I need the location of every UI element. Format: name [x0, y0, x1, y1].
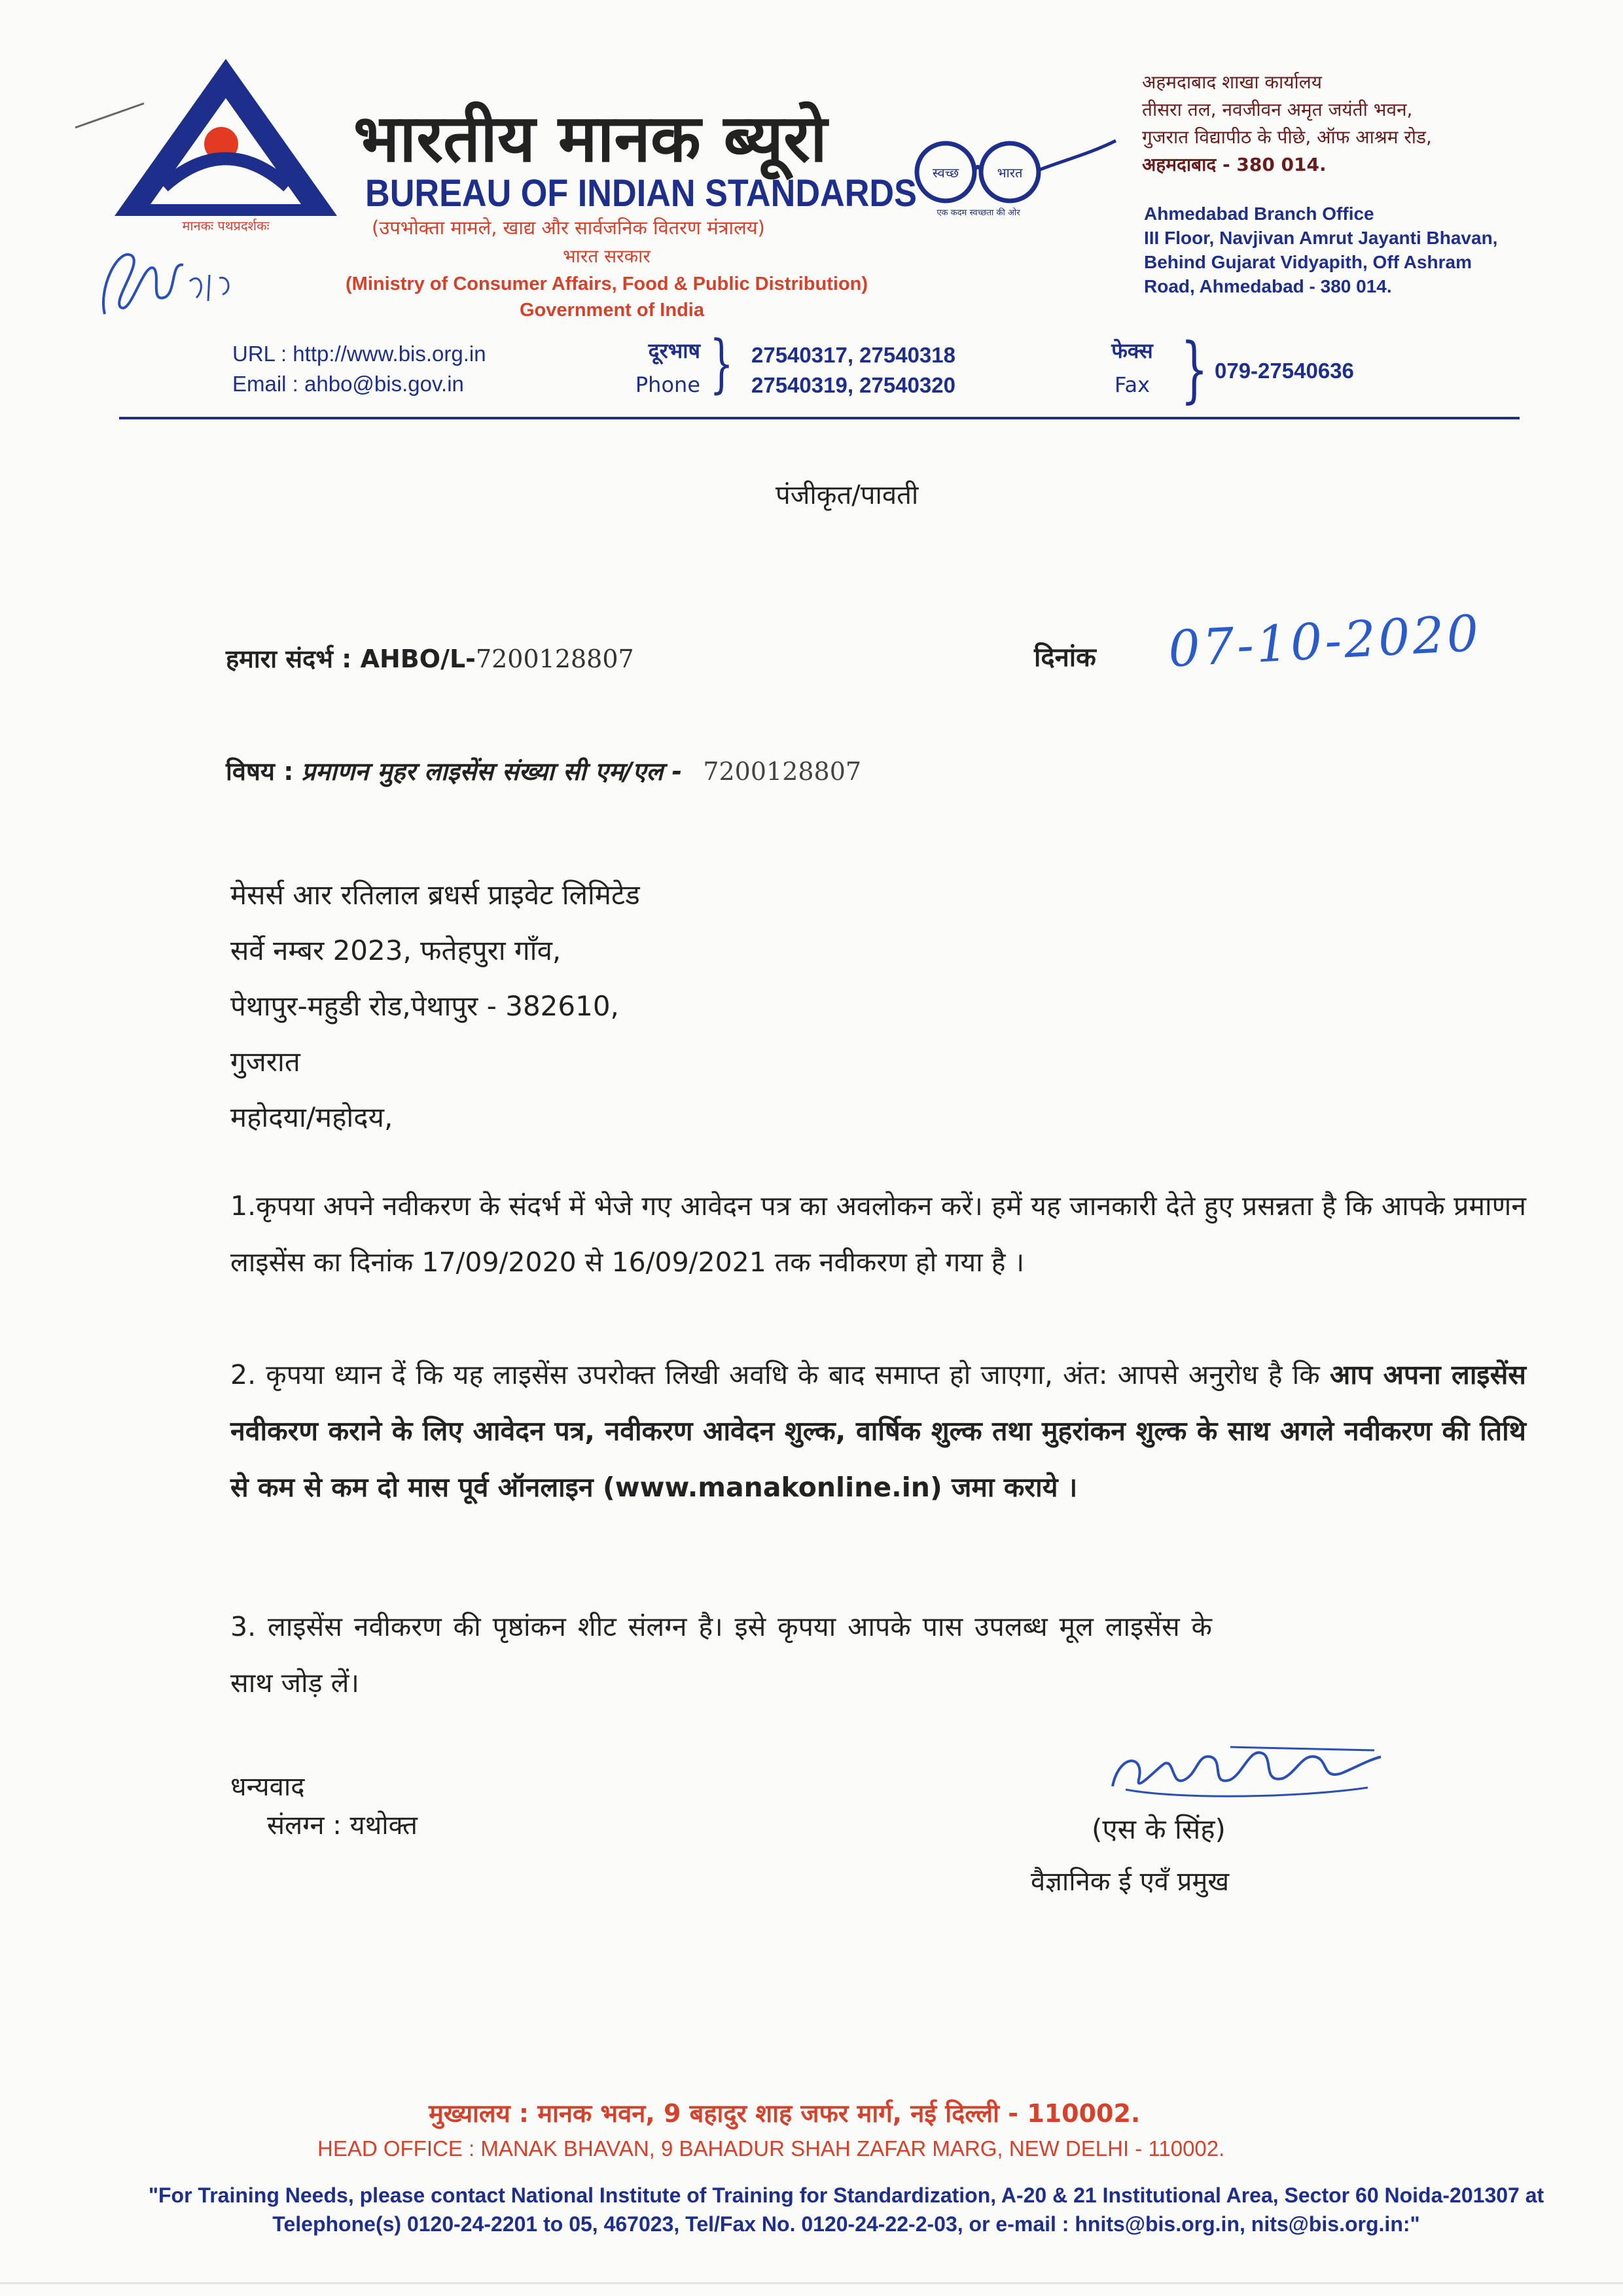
- handwritten-date: 07-10-2020: [1166, 603, 1483, 679]
- date-label: दिनांक: [1034, 643, 1096, 673]
- paragraph-3: 3. लाइसेंस नवीकरण की पृष्ठांकन शीट संलग्न है। इसे कृपया आपके पास उपलब्ध मूल लाइसेंस के साथ जोड़ लें।: [230, 1611, 1212, 1699]
- initials-mark: [92, 236, 249, 334]
- phone-label: दूरभाष Phone: [635, 338, 700, 397]
- email-link[interactable]: Email : ahbo@bis.gov.in: [232, 372, 464, 396]
- page-bottom-edge: [0, 2282, 1623, 2284]
- addressee-block: मेसर्स आर रतिलाल ब्रधर्स प्राइवेट लिमिटेड सर्वे नम्बर 2023, फतेहपुरा गाँव, पेथापुर-महुडी रोड,पेथापुर - 382610, गुजरात महोदया/महोदय,: [230, 879, 640, 1133]
- org-name-hindi: भारतीय मानक ब्यूरो: [353, 99, 827, 177]
- reference-line: हमारा संदर्भ : AHBO/L-7200128807: [226, 645, 634, 673]
- head-office-hindi: मुख्यालय : मानक भवन, 9 बहादुर शाह जफर मार्ग, नई दिल्ली - 110002.: [429, 2099, 1141, 2128]
- ministry-english: (Ministry of Consumer Affairs, Food & Public Distribution): [346, 274, 868, 294]
- phone-numbers: 27540317, 27540318 27540319, 27540320: [751, 343, 955, 397]
- svg-text:एक कदम स्वच्छता की ओर: एक कदम स्वच्छता की ओर: [936, 208, 1020, 218]
- registered-ack: पंजीकृत/पावती: [776, 480, 919, 510]
- contact-info: [232, 339, 486, 399]
- thanks: धन्यवाद: [230, 1772, 305, 1802]
- govt-hindi: भारत सरकार: [563, 245, 651, 267]
- svg-text:मानकः पथप्रदर्शकः: मानकः पथप्रदर्शकः: [182, 218, 270, 234]
- header-divider: [119, 417, 1520, 419]
- brace-icon: }: [1181, 327, 1208, 411]
- paragraph-1: 1.कृपया अपने नवीकरण के संदर्भ में भेजे गए आवेदन पत्र का अवलोकन करें। हमें यह जानकारी देते हुए प्रसन्नता है कि आपके प्रमाणन लाइसेंस का दिनांक 17/09/2020 से 16/09/2021 तक नवीकरण हो गया है ।: [230, 1190, 1526, 1278]
- signer-title: वैज्ञानिक ई एवँ प्रमुख: [1031, 1867, 1230, 1897]
- ministry-hindi: (उपभोक्ता मामले, खाद्य और सार्वजनिक वितरण मंत्रालय): [372, 217, 765, 239]
- enclosure: संलग्न : यथोक्त: [267, 1810, 418, 1841]
- paragraph-2: 2. कृपया ध्यान दें कि यह लाइसेंस उपरोक्त लिखी अवधि के बाद समाप्त हो जाएगा, अंत: आपसे अनुरोध है कि आप अपना लाइसेंस नवीकरण कराने के लिए आवेदन पत्र, नवीकरण आवेदन शुल्क, वार्षिक शुल्क तथा मुहरांकन शुल्क के साथ अगले नवीकरण की तिथि से कम से कम दो मास पूर्व ऑनलाइन (www.manakonline.in) जमा कराये ।: [230, 1359, 1526, 1503]
- bis-logo-icon: [105, 52, 347, 249]
- org-name-english: BUREAU OF INDIAN STANDARDS: [365, 172, 917, 215]
- svg-text:भारत: भारत: [997, 165, 1023, 181]
- officer-signature: [1099, 1727, 1387, 1812]
- signer-name: (एस के सिंह): [1092, 1813, 1226, 1845]
- svg-text:स्वच्छ: स्वच्छ: [932, 165, 959, 181]
- subject-line: विषय : प्रमाणन मुहर लाइसेंस संख्या सी एम/एल - 7200128807: [226, 757, 862, 786]
- govt-english: Government of India: [520, 300, 704, 321]
- training-note: "For Training Needs, please contact National Institute of Training for Standardization, A-20 & 21 Institutional Area, Sector 60 Noida-201307 at Telephone(s) 0120-24-2201 to 05, 467023, Tel/Fax No. 0120-24-22-2-03, or e-mail : hnits@bis.org.in, nits@bis.org.in:": [148, 2183, 1544, 2236]
- fax-label: फेक्स Fax: [1111, 338, 1153, 397]
- fax-number: 079-27540636: [1215, 359, 1354, 383]
- branch-address-hindi: अहमदाबाद शाखा कार्यालय तीसरा तल, नवजीवन अमृत जयंती भवन, गुजरात विद्यापीठ के पीछे, ऑफ आश्रम रोड, अहमदाबाद - 380 014.: [1142, 71, 1432, 175]
- head-office-english: HEAD OFFICE : MANAK BHAVAN, 9 BAHADUR SHAH ZAFAR MARG, NEW DELHI - 110002.: [317, 2136, 1225, 2161]
- branch-address-english: Ahmedabad Branch Office III Floor, Navjivan Amrut Jayanti Bhavan, Behind Gujarat Vidyapith, Off Ashram Road, Ahmedabad - 380 014.: [1144, 203, 1498, 296]
- website-link[interactable]: URL : http://www.bis.org.in: [232, 342, 486, 366]
- swachh-bharat-glasses-icon: [913, 134, 1122, 222]
- brace-icon: }: [709, 327, 734, 400]
